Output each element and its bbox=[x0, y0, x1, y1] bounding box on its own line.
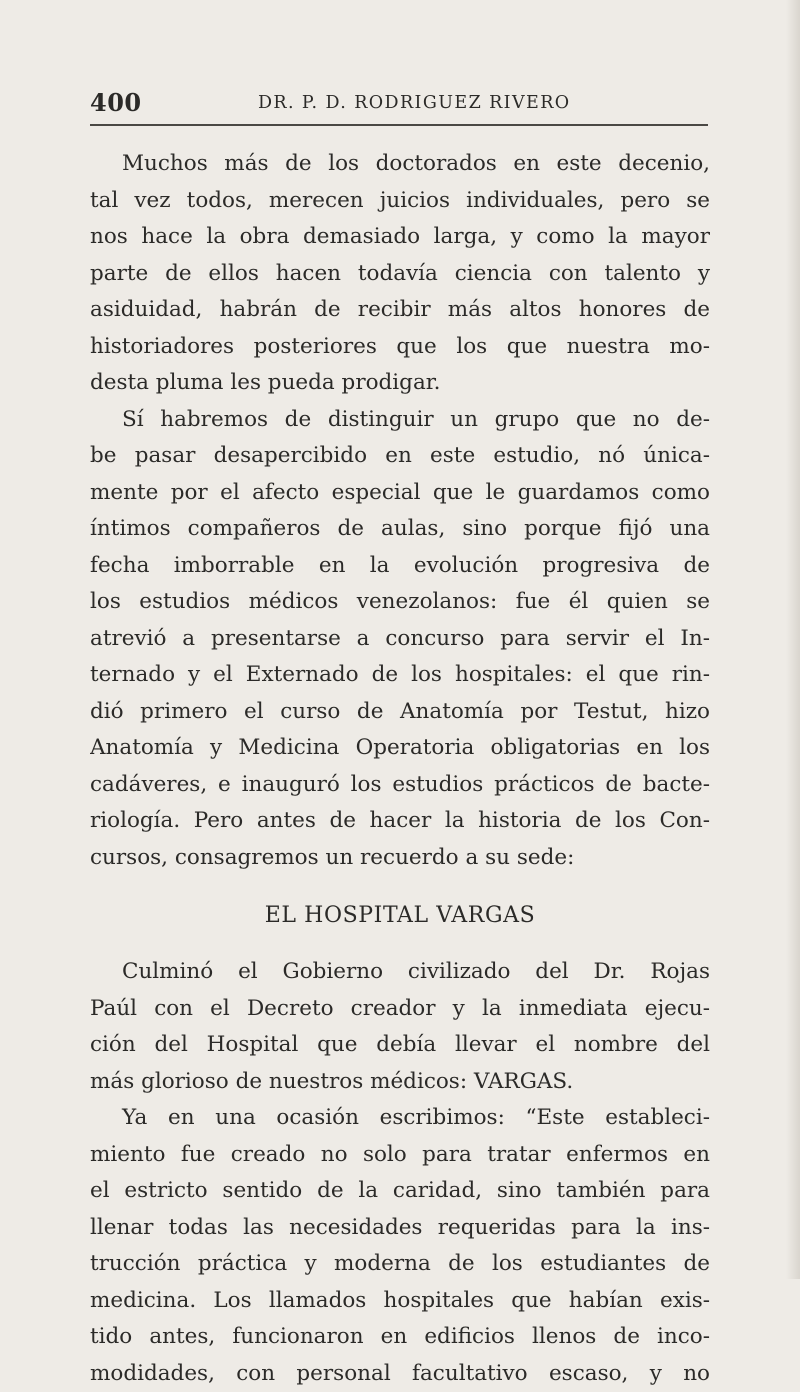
text-line: Paúl con el Decreto creador y la inmediata ejecu- bbox=[90, 991, 710, 1028]
text-line: fecha imborrable en la evolución progresiva de bbox=[90, 548, 710, 585]
text-line: más glorioso de nuestros médicos: VARGAS. bbox=[90, 1064, 710, 1101]
paragraph-4 bbox=[90, 1100, 710, 1392]
header-rule bbox=[90, 124, 708, 126]
text-line: mente por el afecto especial que le guardamos como bbox=[90, 475, 710, 512]
text-line: parte de ellos hacen todavía ciencia con talento y bbox=[90, 256, 710, 293]
text-line: be pasar desapercibido en este estudio, nó única- bbox=[90, 438, 710, 475]
text-line: los estudios médicos venezolanos: fue él quien se bbox=[90, 584, 710, 621]
text-line: miento fue creado no solo para tratar enfermos en bbox=[90, 1137, 710, 1174]
text-line: medicina. Los llamados hospitales que habían exis- bbox=[90, 1283, 710, 1320]
page-header bbox=[90, 84, 710, 124]
paragraph-1 bbox=[90, 146, 710, 402]
text-line: llenar todas las necesidades requeridas para la ins- bbox=[90, 1210, 710, 1247]
text-line: Culminó el Gobierno civilizado del Dr. Rojas bbox=[90, 954, 710, 991]
section-heading: EL HOSPITAL VARGAS bbox=[90, 876, 710, 954]
text-line: historiadores posteriores que los que nuestra mo- bbox=[90, 329, 710, 366]
text-line: nos hace la obra demasiado larga, y como la mayor bbox=[90, 219, 710, 256]
text-line: ternado y el Externado de los hospitales: el que rin- bbox=[90, 657, 710, 694]
text-line: Anatomía y Medicina Operatoria obligatorias en los bbox=[90, 730, 710, 767]
text-line: cadáveres, e inauguró los estudios prácticos de bacte- bbox=[90, 767, 710, 804]
text-line: Muchos más de los doctorados en este decenio, bbox=[90, 146, 710, 183]
paragraph-3 bbox=[90, 954, 710, 1100]
text-line: el estricto sentido de la caridad, sino también para bbox=[90, 1173, 710, 1210]
page-edge-shadow bbox=[786, 0, 800, 1279]
paragraph-2 bbox=[90, 402, 710, 877]
text-line: tal vez todos, merecen juicios individuales, pero se bbox=[90, 183, 710, 220]
text-line: ción del Hospital que debía llevar el nombre del bbox=[90, 1027, 710, 1064]
text-line: cursos, consagremos un recuerdo a su sede: bbox=[90, 840, 710, 877]
text-line: riología. Pero antes de hacer la historia de los Con- bbox=[90, 803, 710, 840]
text-line: Sí habremos de distinguir un grupo que no de- bbox=[90, 402, 710, 439]
text-line: tido antes, funcionaron en edificios llenos de inco- bbox=[90, 1319, 710, 1356]
text-line: asiduidad, habrán de recibir más altos honores de bbox=[90, 292, 710, 329]
text-line: desta pluma les pueda prodigar. bbox=[90, 365, 710, 402]
page-number: 400 bbox=[90, 88, 142, 117]
text-line: modidades, con personal facultativo escaso, y no bbox=[90, 1356, 710, 1392]
text-line: atrevió a presentarse a concurso para servir el In- bbox=[90, 621, 710, 658]
text-line: íntimos compañeros de aulas, sino porque fijó una bbox=[90, 511, 710, 548]
running-head: DR. P. D. RODRIGUEZ RIVERO bbox=[258, 93, 571, 113]
text-line: trucción práctica y moderna de los estudiantes de bbox=[90, 1246, 710, 1283]
text-line: dió primero el curso de Anatomía por Testut, hizo bbox=[90, 694, 710, 731]
text-line: Ya en una ocasión escribimos: “Este estableci- bbox=[90, 1100, 710, 1137]
body-text bbox=[90, 146, 710, 1392]
